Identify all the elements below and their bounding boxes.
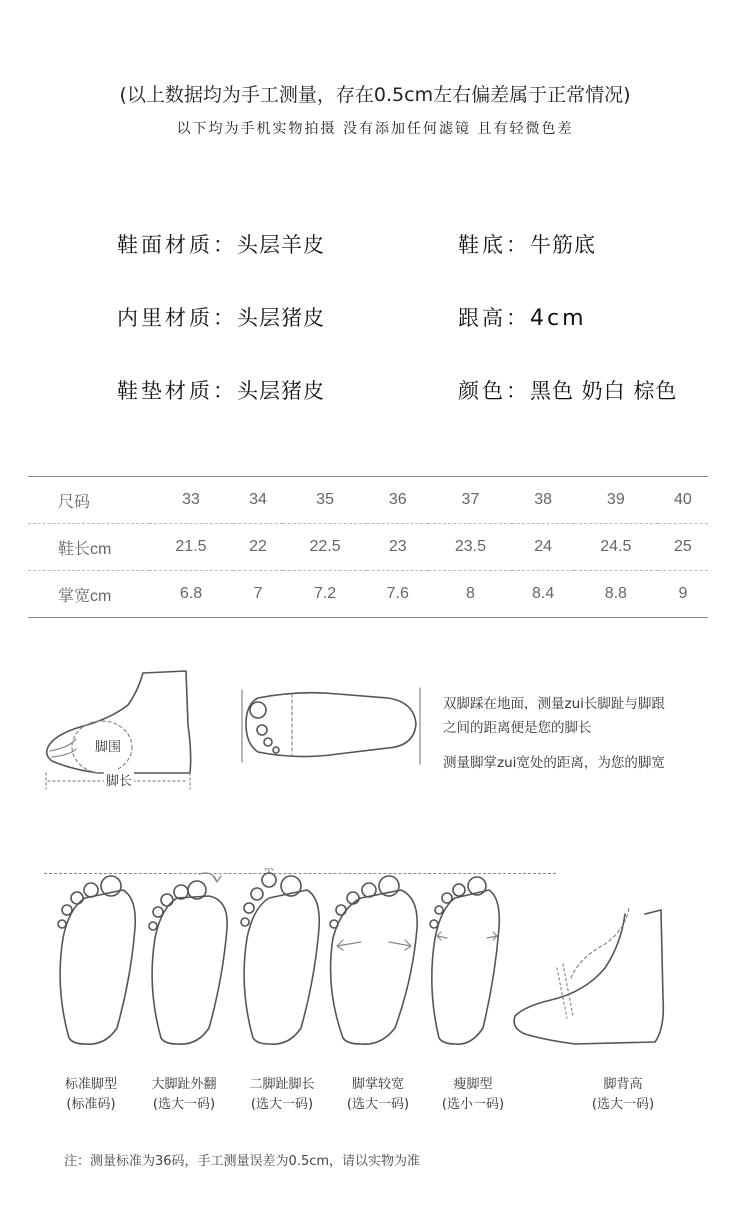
foot-type-name: 大脚趾外翻 [151,1077,217,1092]
photo-disclaimer: 以下均为手机实物拍摄 没有添加任何滤镜 且有轻微色差 [176,121,574,137]
foot-type-caption-thin [423,1075,523,1115]
spec-label: 鞋面材质： [117,233,237,257]
foot-type-name: 标准脚型 [64,1077,117,1092]
table-cell: 34 [249,491,267,508]
table-cell: 40 [674,491,692,508]
wide-foot-icon [330,876,417,1044]
table-row [28,571,708,618]
long-second-toe-foot-icon [241,868,319,1044]
foot-types-illustrations [45,868,705,1068]
spec-label: 跟高： [458,306,530,330]
table-cell: 7.6 [386,585,409,602]
row-label: 鞋长cm [58,540,112,558]
foot-type-advice: (选大一码) [346,1097,410,1112]
table-cell: 8 [465,585,475,602]
spec-value: 4cm [530,306,587,331]
table-cell: 39 [606,491,625,508]
table-cell: 21.5 [175,538,207,555]
spec-sole [458,229,596,259]
foot-top-illustration [238,684,428,774]
table-cell: 7.2 [313,585,337,602]
foot-type-advice: (选小一码) [441,1097,505,1112]
table-cell: 22 [249,538,267,555]
foot-type-name: 脚背高 [603,1077,643,1092]
foot-type-caption-standard [41,1075,141,1115]
table-cell: 25 [674,538,692,555]
foot-type-name: 瘦脚型 [453,1077,493,1092]
table-cell: 36 [388,491,407,508]
table-cell: 24 [534,538,553,555]
table-cell: 37 [461,491,480,508]
row-label: 掌宽cm [58,587,112,605]
foot-type-name: 脚掌较宽 [351,1077,404,1092]
table-cell: 6.8 [179,585,203,602]
measurement-footnote: 注：测量标准为36码，手工测量误差为0.5cm，请以实物为准 [64,1154,421,1169]
instruction-foot-length-1: 双脚踩在地面，测量zui长脚趾与脚跟 [443,696,665,712]
spec-value: 黑色 奶白 棕色 [530,379,678,403]
instruction-foot-width: 测量脚掌zui宽处的距离，为您的脚宽 [443,755,665,771]
spec-label: 鞋垫材质： [117,379,237,403]
foot-type-advice: (选大一码) [250,1097,314,1112]
foot-side-illustration [40,665,230,790]
spec-colors [458,375,677,405]
foot-type-advice: (选大一码) [152,1097,216,1112]
table-cell: 23.5 [454,538,487,555]
foot-type-caption-wide [328,1075,428,1115]
spec-value: 头层羊皮 [237,233,325,257]
spec-label: 鞋底： [458,233,530,257]
row-label: 尺码 [58,493,91,511]
foot-type-caption-high-instep [573,1075,673,1115]
spec-upper-material [117,229,325,259]
table-cell: 23 [388,538,407,555]
high-instep-foot-icon [514,908,663,1044]
spec-insole-material [117,375,325,405]
table-row [28,524,708,571]
table-cell: 22.5 [309,538,341,555]
table-row [28,477,708,524]
standard-foot-icon [58,876,135,1044]
spec-value: 牛筋底 [530,233,596,257]
spec-lining-material [117,302,325,332]
table-cell: 8.4 [532,585,555,602]
table-bottom-rule [28,617,708,618]
length-label: 脚长 [104,770,134,789]
table-cell: 24.5 [600,538,632,555]
foot-type-advice: (标准码) [66,1097,116,1112]
table-cell: 8.8 [604,585,627,602]
table-cell: 38 [534,491,553,508]
bunion-foot-icon [149,873,227,1044]
spec-value: 头层猪皮 [237,379,325,403]
thin-foot-icon [430,877,499,1044]
foot-type-name: 二脚趾脚长 [249,1077,315,1092]
spec-label: 颜色： [458,379,530,403]
table-cell: 35 [316,491,334,508]
measurement-disclaimer: (以上数据均为手工测量，存在0.5cm左右偏差属于正常情况) [119,84,631,106]
spec-value: 头层猪皮 [237,306,325,330]
table-cell: 7 [253,585,263,602]
girth-label: 脚围 [95,740,122,755]
spec-label: 内里材质： [117,306,237,330]
instruction-foot-length-2: 之间的距离便是您的脚长 [443,720,592,736]
table-cell: 9 [678,585,688,602]
spec-heel-height [458,302,587,332]
foot-type-caption-bunion [134,1075,234,1115]
foot-type-advice: (选大一码) [591,1097,655,1112]
foot-type-caption-long-second-toe [232,1075,332,1115]
table-cell: 33 [182,491,200,508]
size-table [28,477,708,617]
